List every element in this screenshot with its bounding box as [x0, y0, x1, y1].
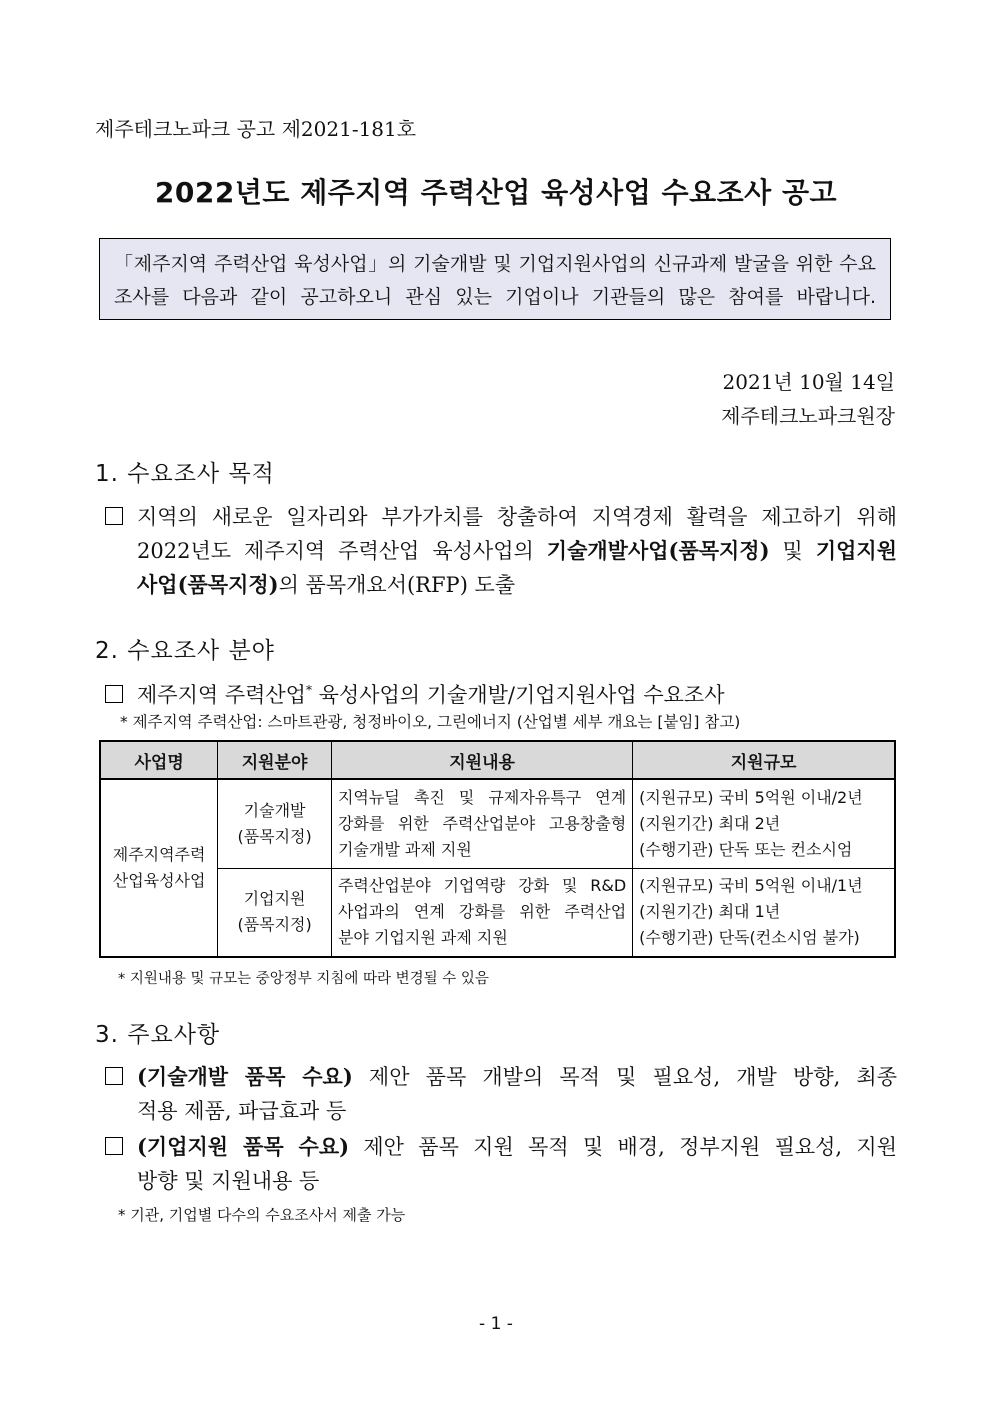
- signer: 제주테크노파크원장: [721, 404, 895, 428]
- intro-line-2: 조사를 다음과 같이 공고하오니 관심 있는 기업이나 기관들의 많은 참여를 바랍니다.: [114, 286, 876, 308]
- section-3-note: * 기관, 기업별 다수의 수요조사서 제출 가능: [118, 1206, 406, 1224]
- checkbox-icon: [105, 1067, 123, 1085]
- section-3-item-1-line-2: 적용 제품, 파급효과 등: [137, 1099, 347, 1123]
- intro-line-1: 「제주지역 주력산업 육성사업」의 기술개발 및 기업지원사업의 신규과제 발굴을 위한 수요: [114, 253, 876, 275]
- section-2-bullet: 제주지역 주력산업* 육성사업의 기술개발/기업지원사업 수요조사: [105, 673, 897, 712]
- header-project-name: 사업명: [100, 741, 218, 779]
- section-3-item-1-line-1: (기술개발 품목 수요) 제안 품목 개발의 목적 및 필요성, 개발 방향, 최종: [105, 1060, 897, 1094]
- project-name-cell: 제주지역주력 산업육성사업: [100, 779, 218, 957]
- section-2-note-1: * 제주지역 주력산업: 스마트관광, 청정바이오, 그린에너지 (산업별 세부 개요는 [붙임] 참고): [120, 713, 741, 731]
- section-1-line-1: 지역의 새로운 일자리와 부가가치를 창출하여 지역경제 활력을 제고하기 위해: [105, 500, 897, 534]
- section-3-item-2-line-2: 방향 및 지원내용 등: [137, 1169, 320, 1193]
- section-1-line-2: 2022년도 제주지역 주력산업 육성사업의 기술개발사업(품목지정) 및 기업지원: [137, 538, 898, 563]
- page-title: 2022년도 제주지역 주력산업 육성사업 수요조사 공고: [154, 176, 838, 209]
- table-row: [100, 868, 895, 957]
- checkbox-icon: [105, 507, 123, 525]
- section-1-heading: 1. 수요조사 목적: [95, 461, 275, 487]
- checkbox-icon: [105, 1137, 123, 1155]
- section-1-line-3: 사업(품목지정)의 품목개요서(RFP) 도출: [137, 572, 516, 597]
- support-table: [99, 740, 896, 958]
- table-header-row: [100, 741, 895, 779]
- intro-box: [99, 238, 891, 320]
- content-cell: 지역뉴딜 촉진 및 규제자유특구 연계 강화를 위한 주력산업분야 고용창출형 기술개발 과제 지원: [331, 779, 632, 868]
- notice-date: 2021년 10월 14일: [722, 370, 895, 394]
- field-cell: 기업지원 (품목지정): [218, 868, 332, 957]
- table-row: [100, 779, 895, 868]
- section-3-item-2: [105, 1130, 897, 1198]
- section-3-heading: 3. 주요사항: [95, 1022, 221, 1048]
- checkbox-icon: [105, 685, 123, 703]
- section-2-heading: 2. 수요조사 분야: [95, 638, 275, 664]
- scale-cell: (지원규모) 국비 5억원 이내/1년 (지원기간) 최대 1년 (수행기관) 단독(컨소시엄 불가): [633, 868, 895, 957]
- header-support-content: 지원내용: [331, 741, 632, 779]
- section-3-item-2-line-1: (기업지원 품목 수요) 제안 품목 지원 목적 및 배경, 정부지원 필요성, 지원: [105, 1130, 897, 1164]
- field-cell: 기술개발 (품목지정): [218, 779, 332, 868]
- content-cell: 주력산업분야 기업역량 강화 및 R&D 사업과의 연계 강화를 위한 주력산업 분야 기업지원 과제 지원: [331, 868, 632, 957]
- header-support-scale: 지원규모: [633, 741, 895, 779]
- notice-number: 제주테크노파크 공고 제2021-181호: [95, 117, 417, 141]
- section-3-item-1: [105, 1060, 897, 1128]
- scale-cell: (지원규모) 국비 5억원 이내/2년 (지원기간) 최대 2년 (수행기관) 단독 또는 컨소시엄: [633, 779, 895, 868]
- section-2-note-2: * 지원내용 및 규모는 중앙정부 지침에 따라 변경될 수 있음: [118, 971, 489, 987]
- section-1-body: [105, 500, 897, 602]
- page-number: - 1 -: [479, 1314, 513, 1334]
- header-support-field: 지원분야: [218, 741, 332, 779]
